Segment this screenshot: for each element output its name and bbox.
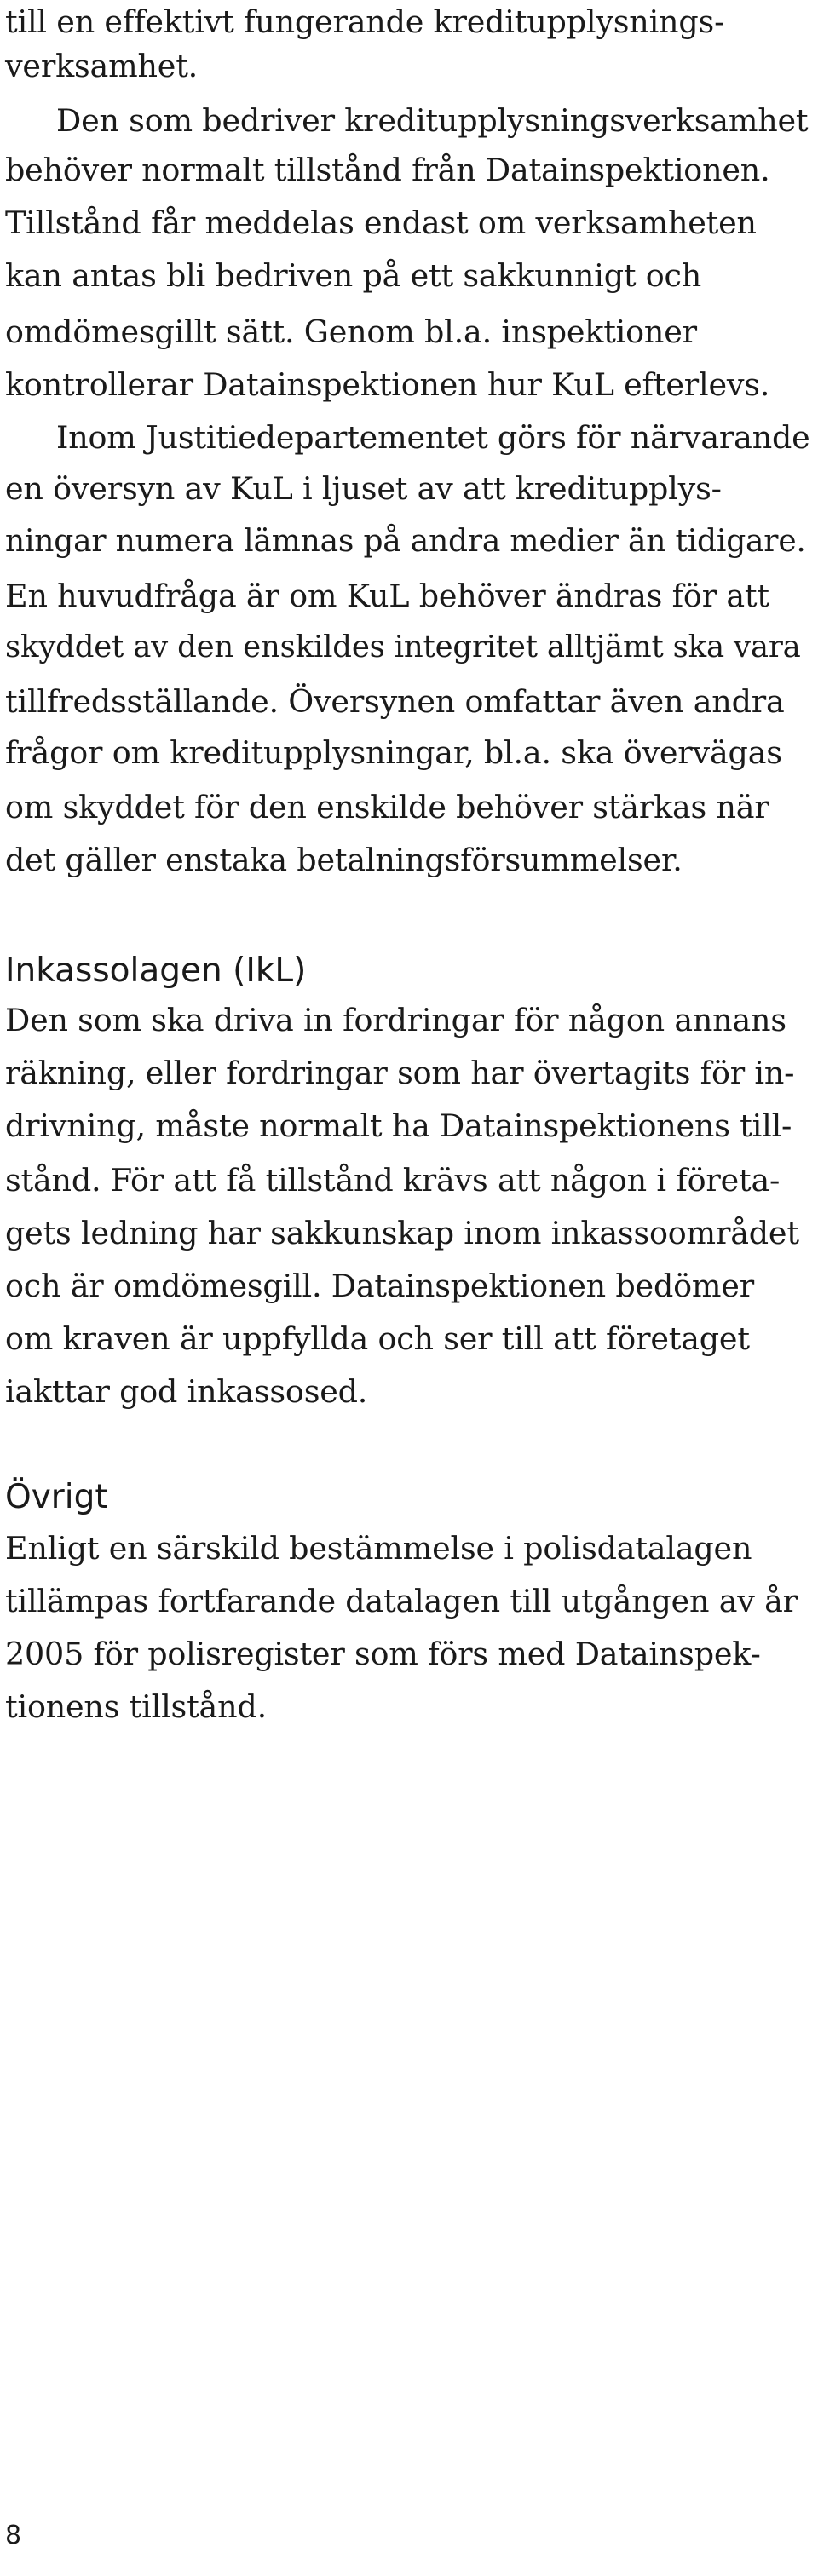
body-text-line: omdömesgillt sätt. Genom bl.a. inspektioner [5, 313, 697, 350]
body-text-line: om kraven är uppfyllda och ser till att företaget [5, 1320, 750, 1357]
body-text-line: ningar numera lämnas på andra medier än tidigare. [5, 524, 806, 559]
body-text-line: iakttar god inkassosed. [5, 1373, 368, 1410]
body-text-line: En huvudfråga är om KuL behöver ändras för att [5, 578, 769, 614]
body-text-line: tillämpas fortfarande datalagen till utgången av år [5, 1583, 798, 1619]
body-text-line: en översyn av KuL i ljuset av att kreditupplys- [5, 470, 722, 507]
body-text-line: skyddet av den enskildes integritet alltjämt ska vara [5, 630, 801, 664]
body-text-line: om skyddet för den enskilde behöver stärkas när [5, 789, 769, 825]
body-text-line: räkning, eller fordringar som har övertagits för in- [5, 1055, 795, 1091]
body-text-line: stånd. För att få tillstånd krävs att någon i företa- [5, 1162, 781, 1199]
body-text-line: det gäller enstaka betalningsförsummelser. [5, 842, 683, 878]
section-heading-ovrigt: Övrigt [5, 1478, 108, 1516]
body-text-line: Enligt en särskild bestämmelse i polisdatalagen [5, 1530, 752, 1567]
body-text-line: verksamhet. [5, 48, 199, 84]
body-text-line: Tillstånd får meddelas endast om verksamheten [5, 204, 757, 241]
body-text-line: Den som bedriver kreditupplysningsverksamhet [56, 102, 809, 139]
body-text-line: 2005 för polisregister som förs med Datainspek- [5, 1636, 761, 1672]
body-text-line: till en effektivt fungerande kreditupplysnings- [5, 3, 725, 40]
body-text-line: Den som ska driva in fordringar för någon annans [5, 1002, 786, 1038]
body-text-line: tillfredsställande. Översynen omfattar även andra [5, 683, 785, 720]
body-text-line: frågor om kreditupplysningar, bl.a. ska övervägas [5, 734, 782, 771]
body-text-line: tionens tillstånd. [5, 1688, 267, 1725]
body-text-line: gets ledning har sakkunskap inom inkassoområdet [5, 1215, 799, 1251]
body-text-line: och är omdömesgill. Datainspektionen bedömer [5, 1268, 754, 1304]
section-heading-inkassolagen: Inkassolagen (IkL) [5, 952, 307, 990]
body-text-line: kontrollerar Datainspektionen hur KuL efterlevs. [5, 366, 770, 403]
body-text-line: drivning, måste normalt ha Datainspektionens till- [5, 1107, 792, 1144]
body-text-line: behöver normalt tillstånd från Datainspektionen. [5, 152, 770, 188]
body-text-line: Inom Justitiedepartementet görs för närvarande [56, 419, 810, 456]
page-number: 8 [5, 2521, 22, 2550]
body-text-line: kan antas bli bedriven på ett sakkunnigt och [5, 257, 702, 294]
